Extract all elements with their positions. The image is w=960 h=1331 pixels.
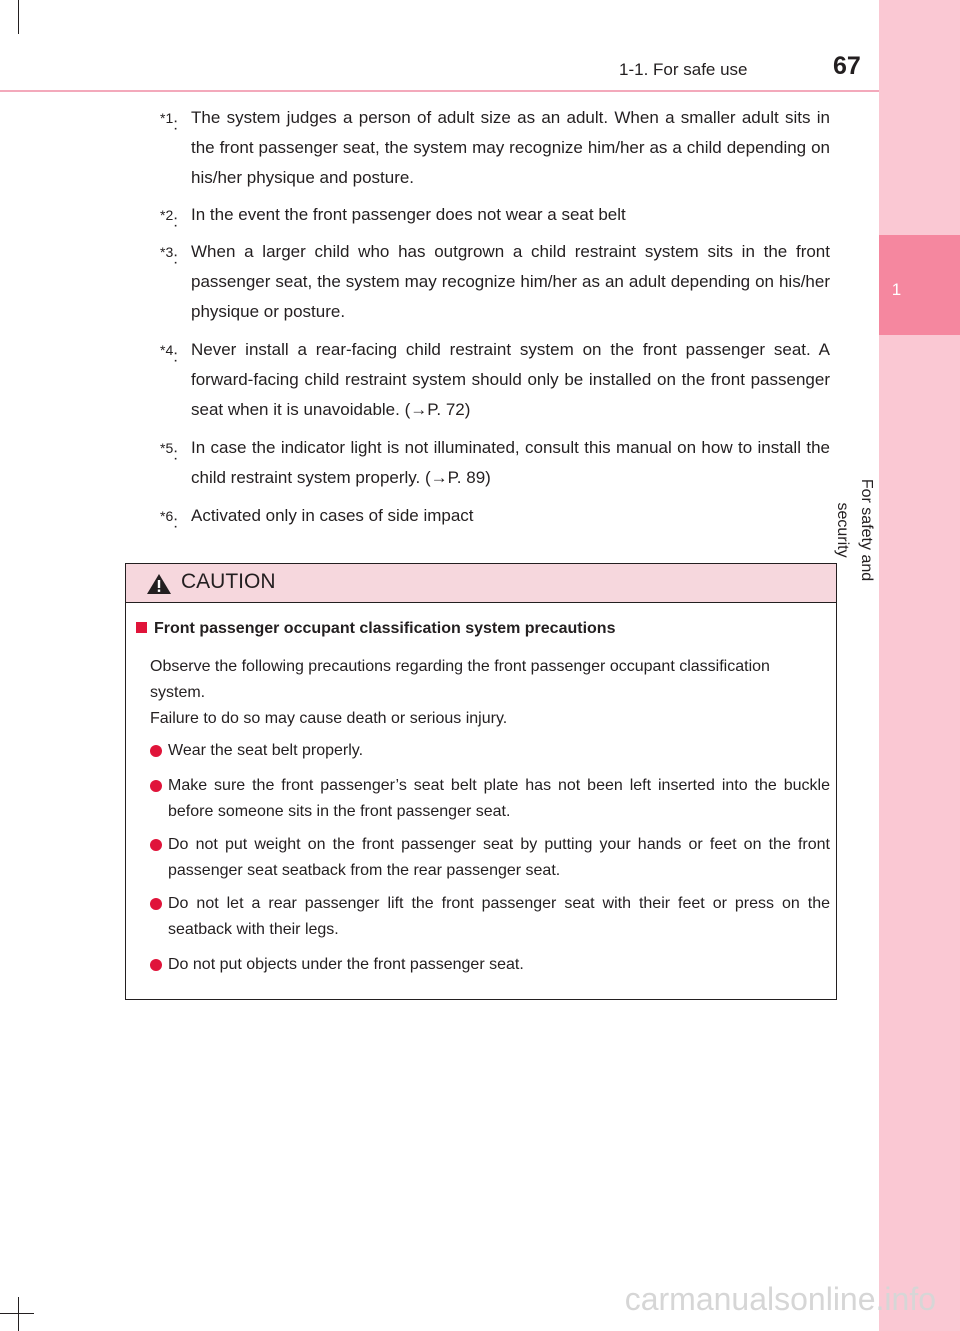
- crop-mark: [18, 0, 19, 34]
- caution-title: CAUTION: [181, 570, 276, 593]
- bullet-dot-icon: [150, 745, 162, 757]
- chapter-label: For safety and security: [834, 478, 875, 582]
- footnote-mark: $^{*1}$:: [160, 110, 178, 134]
- footnote: [160, 237, 830, 327]
- section-title: 1-1. For safe use: [619, 60, 748, 79]
- caution-bullet: Do not let a rear passenger lift the front passenger seat with their feet or press on the seatback with their legs.: [150, 891, 830, 943]
- watermark: carmanualsonline.info: [624, 1281, 936, 1317]
- footnote-mark: $^{*3}$:: [160, 244, 178, 268]
- footnote: [160, 200, 830, 230]
- footnote-text: Activated only in cases of side impact: [191, 506, 474, 525]
- caution-bullet: Wear the seat belt properly.: [150, 738, 830, 764]
- footnote-text: In the event the front passenger does not wear a seat belt: [191, 205, 626, 224]
- caution-heading: Front passenger occupant classification system precautions: [136, 620, 615, 638]
- footnote-mark: $^{*4}$:: [160, 342, 178, 366]
- footnote-text: The system judges a person of adult size as an adult. When a smaller adult sits in the front passenger seat, the system may recognize him/her as a child depending on his/her physique and posture.: [191, 108, 830, 187]
- caution-box: [125, 563, 837, 1000]
- bullet-dot-icon: [150, 898, 162, 910]
- page-number: 67: [833, 52, 861, 80]
- warning-triangle-icon: [146, 573, 172, 600]
- footnote-text: In case the indicator light is not illuminated, consult this manual on how to install the child restraint system properly. (→P. 89): [191, 438, 830, 487]
- bullet-dot-icon: [150, 959, 162, 971]
- intro-line: Failure to do so may cause death or serious injury.: [150, 710, 508, 727]
- caution-bullet: Do not put objects under the front passenger seat.: [150, 952, 830, 978]
- bullet-dot-icon: [150, 780, 162, 792]
- footnote-text: When a larger child who has outgrown a child restraint system sits in the front passenger seat, the system may recognize him/her as an adult depending on his/her physique or posture.: [191, 242, 830, 321]
- caution-bullet: Do not put weight on the front passenger seat by putting your hands or feet on the front passenger seat seatback from the rear passenger seat.: [150, 832, 830, 884]
- intro-line: Observe the following precautions regarding the front passenger occupant classification system.: [150, 658, 770, 701]
- bullet-dot-icon: [150, 839, 162, 851]
- square-bullet-icon: [136, 622, 147, 633]
- caution-intro: [150, 654, 828, 732]
- footnote: [160, 433, 830, 493]
- footnote-mark: $^{*6}$:: [160, 508, 178, 532]
- chapter-side-tab: [879, 0, 960, 1331]
- header-rule: [0, 90, 879, 92]
- footnote: [160, 501, 830, 531]
- footnote-text: Never install a rear-facing child restraint system on the front passenger seat. A forward-facing child restraint system should only be installed on the front passenger seat when it is unavoidable. (→P. 72): [191, 340, 830, 419]
- caution-bullet: Make sure the front passenger’s seat belt plate has not been left inserted into the buckle before someone sits in the front passenger seat.: [150, 773, 830, 825]
- chapter-number: 1: [891, 280, 902, 299]
- footnote: [160, 335, 830, 425]
- footnote-mark: $^{*5}$:: [160, 440, 178, 464]
- footnote: [160, 103, 830, 193]
- caution-header: [126, 564, 836, 603]
- footnote-mark: $^{*2}$:: [160, 207, 178, 231]
